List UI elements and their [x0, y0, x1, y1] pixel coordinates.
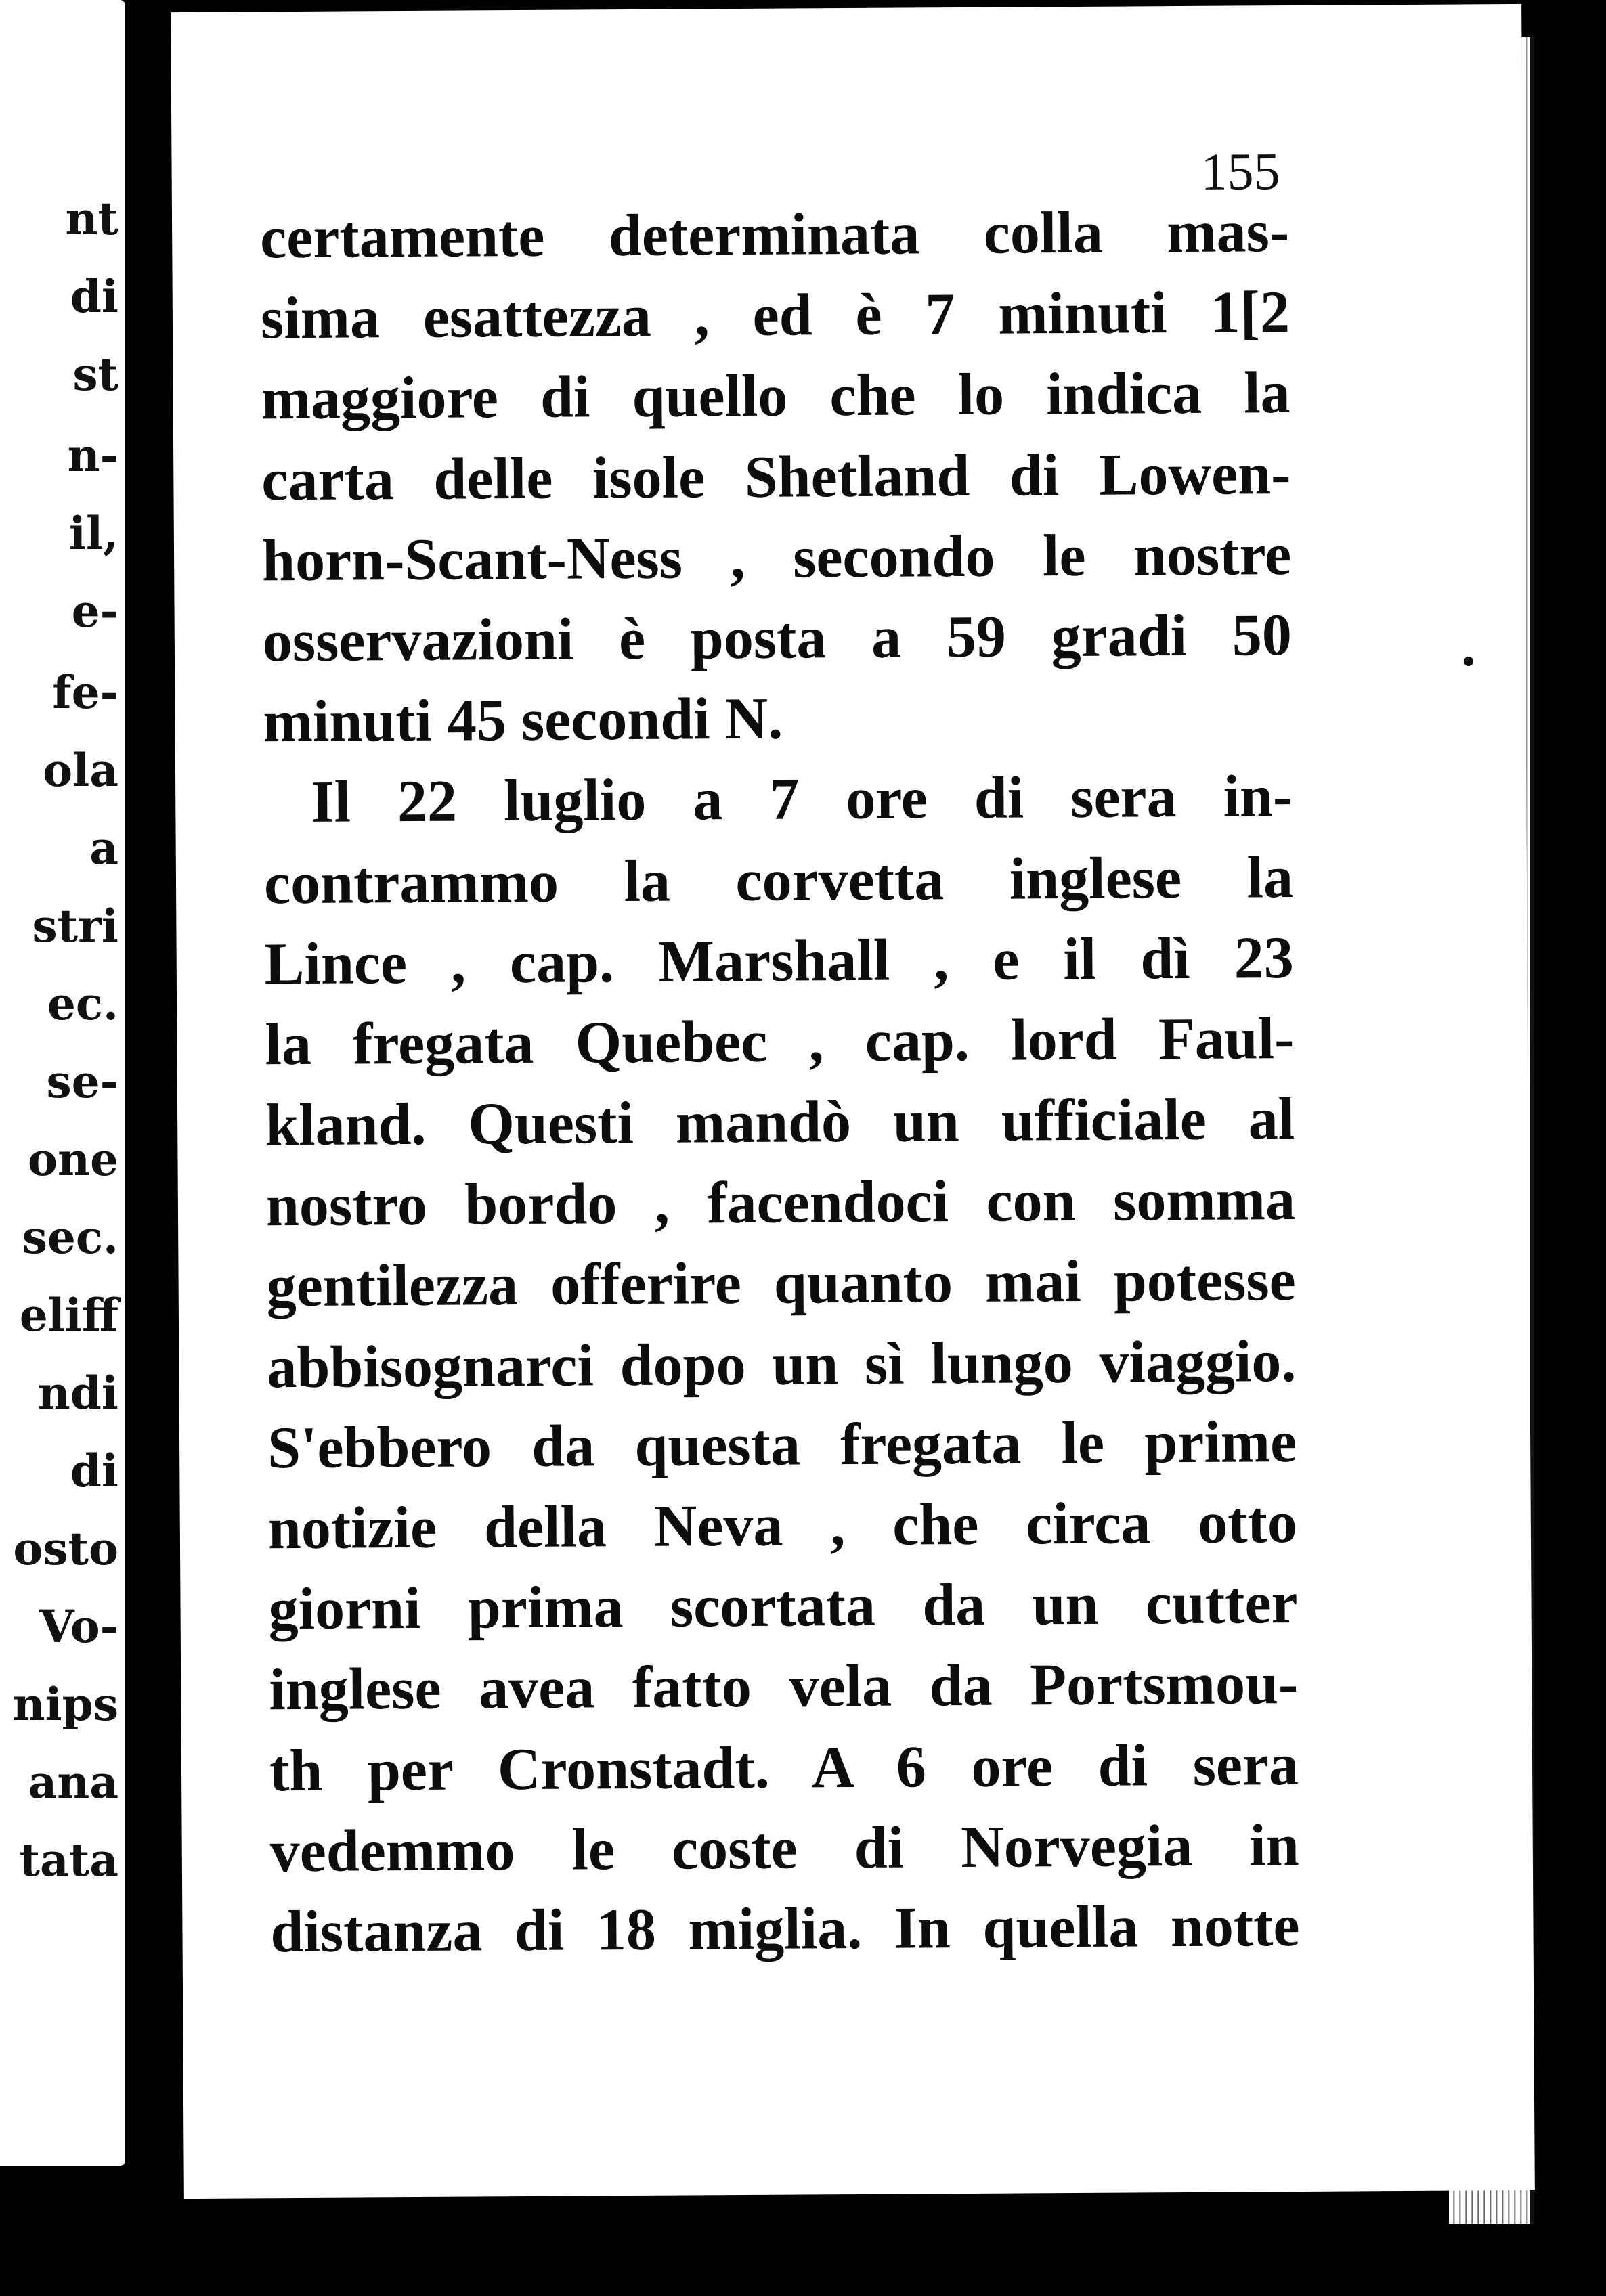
left-fragment: tata [19, 1834, 118, 1886]
left-fragment: se- [46, 1055, 118, 1108]
text-line: sima esattezza , ed è 7 minuti 1[2 [260, 280, 1290, 352]
left-fragment: osto [13, 1522, 118, 1575]
text-line: inglese avea fatto vela da Portsmou- [269, 1651, 1299, 1723]
left-fragment: stri [32, 900, 118, 952]
text-line: giorni prima scortata da un cutter [268, 1570, 1298, 1643]
text-line: carta delle isole Shetland di Lowen- [261, 441, 1291, 513]
text-line: Lince , cap. Marshall , e il dì 23 [264, 925, 1295, 997]
left-fragment: ola [43, 744, 118, 797]
text-line: la fregata Quebec , cap. lord Faul- [265, 1005, 1295, 1078]
page-number: 155 [1200, 141, 1280, 201]
left-fragment: a [89, 822, 118, 875]
text-line: minuti 45 secondi N. [263, 686, 783, 755]
left-fragment: nt [65, 192, 118, 245]
text-line: abbisognarci dopo un sì lungo viaggio. [267, 1328, 1297, 1400]
text-line: contrammo la corvetta inglese la [263, 844, 1294, 917]
ink-speck [1464, 657, 1473, 666]
text-line: kland. Questi mandò un ufficiale al [265, 1086, 1295, 1159]
left-fragment: di [70, 1444, 118, 1497]
left-fragment: one [28, 1133, 118, 1186]
text-line: osservazioni è posta a 59 gradi 50 [262, 602, 1293, 675]
text-line: certamente determinata colla mas- [259, 199, 1290, 271]
left-fragment: n- [67, 429, 118, 482]
left-fragment: ana [28, 1756, 118, 1809]
left-fragment: sec. [22, 1211, 118, 1264]
text-line: Il 22 luglio a 7 ore di sera in- [310, 764, 1293, 836]
left-fragment: fe- [52, 666, 118, 719]
left-fragment: Vo- [39, 1600, 118, 1653]
left-fragment: il, [68, 507, 118, 560]
left-fragment: di [70, 270, 118, 323]
left-fragment: eliff [19, 1289, 118, 1342]
left-fragment: ec. [47, 977, 118, 1030]
text-line: vedemmo le coste di Norvegia in [269, 1812, 1300, 1885]
text-line: horn-Scant-Ness , secondo le nostre [261, 521, 1292, 594]
left-fragment: ndi [37, 1367, 118, 1419]
left-fragment: e- [71, 585, 118, 638]
text-line: nostro bordo , facendoci con somma [265, 1167, 1296, 1239]
left-fragment: nips [12, 1678, 118, 1731]
text-line: gentilezza offerire quanto mai potesse [266, 1248, 1296, 1320]
text-line: S'ebbero da questa fregata le prime [267, 1409, 1297, 1482]
book-page [171, 4, 1535, 2199]
text-line: maggiore di quello che lo indica la [261, 360, 1290, 433]
text-line: notizie della Neva , che circa otto [267, 1490, 1298, 1562]
previous-page-sliver [0, 0, 125, 2166]
left-fragment: st [72, 348, 118, 401]
text-line: distanza di 18 miglia. In quella notte [270, 1893, 1300, 1966]
text-line: th per Cronstadt. A 6 ore di sera [269, 1731, 1299, 1804]
body-text [260, 192, 1300, 1972]
